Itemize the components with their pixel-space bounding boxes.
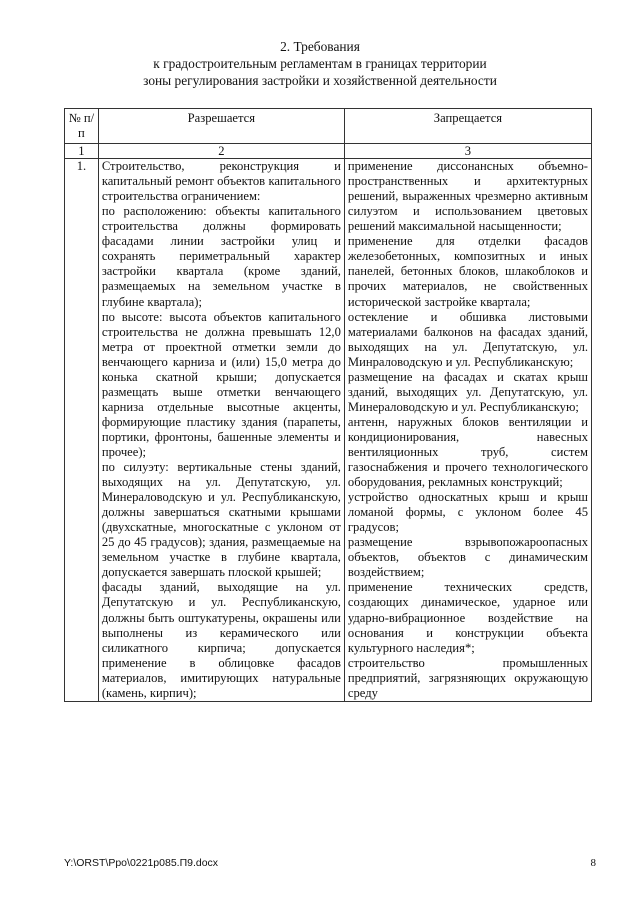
- requirements-table: [64, 108, 592, 702]
- table-row: [65, 159, 592, 702]
- title-line-1: 2. Требования: [280, 39, 360, 54]
- forbidden-paragraph: размещение на фасадах и скатах крыш зданий, выходящих ул. Депутатскую, ул. Минераловодскую и ул. Республиканскую;: [347, 369, 588, 414]
- col-number-3: 3: [344, 144, 591, 159]
- allowed-paragraph: по высоте: высота объектов капитального строительства не должна превышать 12,0 метра от проектной отметки земли до венчающего карниза и (или) 15,0 метра до конька скатной крыши; допускается размещать выше отметки венчающего карниза отдельные высотные акценты, формирующие пластику здания (парапеты, портики, фронтоны, башенные элементы и прочее);: [101, 309, 341, 459]
- forbidden-paragraph: антенн, наружных блоков вентиляции и кондиционирования, навесных вентиляционных труб, систем газоснабжения и прочего технологического оборудования, рекламных конструкций;: [347, 414, 588, 490]
- forbidden-paragraph: остекление и обшивка листовыми материалами балконов на фасадах зданий, выходящих на ул. Депутатскую, ул. Минраловодскую и ул. Республиканскую;: [347, 309, 588, 369]
- document-path: Y:\ORST\Ppo\0221p085.П9.docx: [64, 857, 219, 869]
- forbidden-paragraph: применение технических средств, создающих динамическое, ударное или ударно-вибрационное воздействие на основания и конструкции объекта культурного наследия*;: [347, 580, 588, 655]
- header-forbidden: Запрещается: [344, 109, 591, 144]
- allowed-paragraph: фасады зданий, выходящие на ул. Депутатскую и ул. Республиканскую, должны быть оштукатурены, окрашены или выполнены из керамического или силикатного кирпича; допускается применение в облицовке фасадов материалов, имитирующих натуральные (камень, кирпич);: [101, 580, 341, 700]
- row-number: 1.: [65, 159, 99, 702]
- forbidden-paragraph: строительство промышленных предприятий, загрязняющих окружающую среду: [347, 655, 588, 700]
- allowed-cell: [98, 159, 344, 702]
- forbidden-paragraph: размещение взрывопожароопасных объектов, объектов с динамическим воздействием;: [347, 535, 588, 580]
- section-title: [0, 38, 640, 89]
- col-number-1: 1: [65, 144, 99, 159]
- forbidden-paragraph: устройство односкатных крыш и крыш ломаной формы, с уклоном более 45 градусов;: [347, 490, 588, 535]
- col-number-2: 2: [98, 144, 344, 159]
- page-number: 8: [590, 857, 596, 869]
- allowed-paragraph: Строительство, реконструкция и капитальный ремонт объектов капитального строительства ограничением:: [101, 159, 341, 204]
- column-number-row: [65, 144, 592, 159]
- header-allowed: Разрешается: [98, 109, 344, 144]
- title-line-2: к градостроительным регламентам в границах территории: [153, 56, 487, 71]
- header-num: № п/п: [65, 109, 99, 144]
- allowed-paragraph: по силуэту: вертикальные стены зданий, выходящих на ул. Депутатскую, ул. Минераловодскую и ул. Республиканскую, должны завершаться скатными крышами (двухскатные, многоскатные с уклоном от 25 до 45 градусов); здания, размещаемые на земельном участке в глубине квартала, допускается завершать плоской крышей;: [101, 460, 341, 580]
- forbidden-paragraph: применение для отделки фасадов железобетонных, композитных и иных панелей, бетонных блоков, шлакоблоков и прочих материалов, не свойственных исторической застройке квартала;: [347, 234, 588, 309]
- forbidden-paragraph: применение диссонансных объемно-пространственных и архитектурных решений, выраженных чрезмерно активным силуэтом и использованием цветовых решений максимальной насыщенности;: [347, 159, 588, 234]
- forbidden-cell: [344, 159, 591, 702]
- allowed-paragraph: по расположению: объекты капитального строительства должны формировать фасадами линии застройки улиц и сохранять периметральный характер застройки квартала (кроме зданий, размещаемых на земельном участке в глубине квартала);: [101, 204, 341, 309]
- table-header-row: [65, 109, 592, 144]
- title-line-3: зоны регулирования застройки и хозяйственной деятельности: [143, 73, 497, 88]
